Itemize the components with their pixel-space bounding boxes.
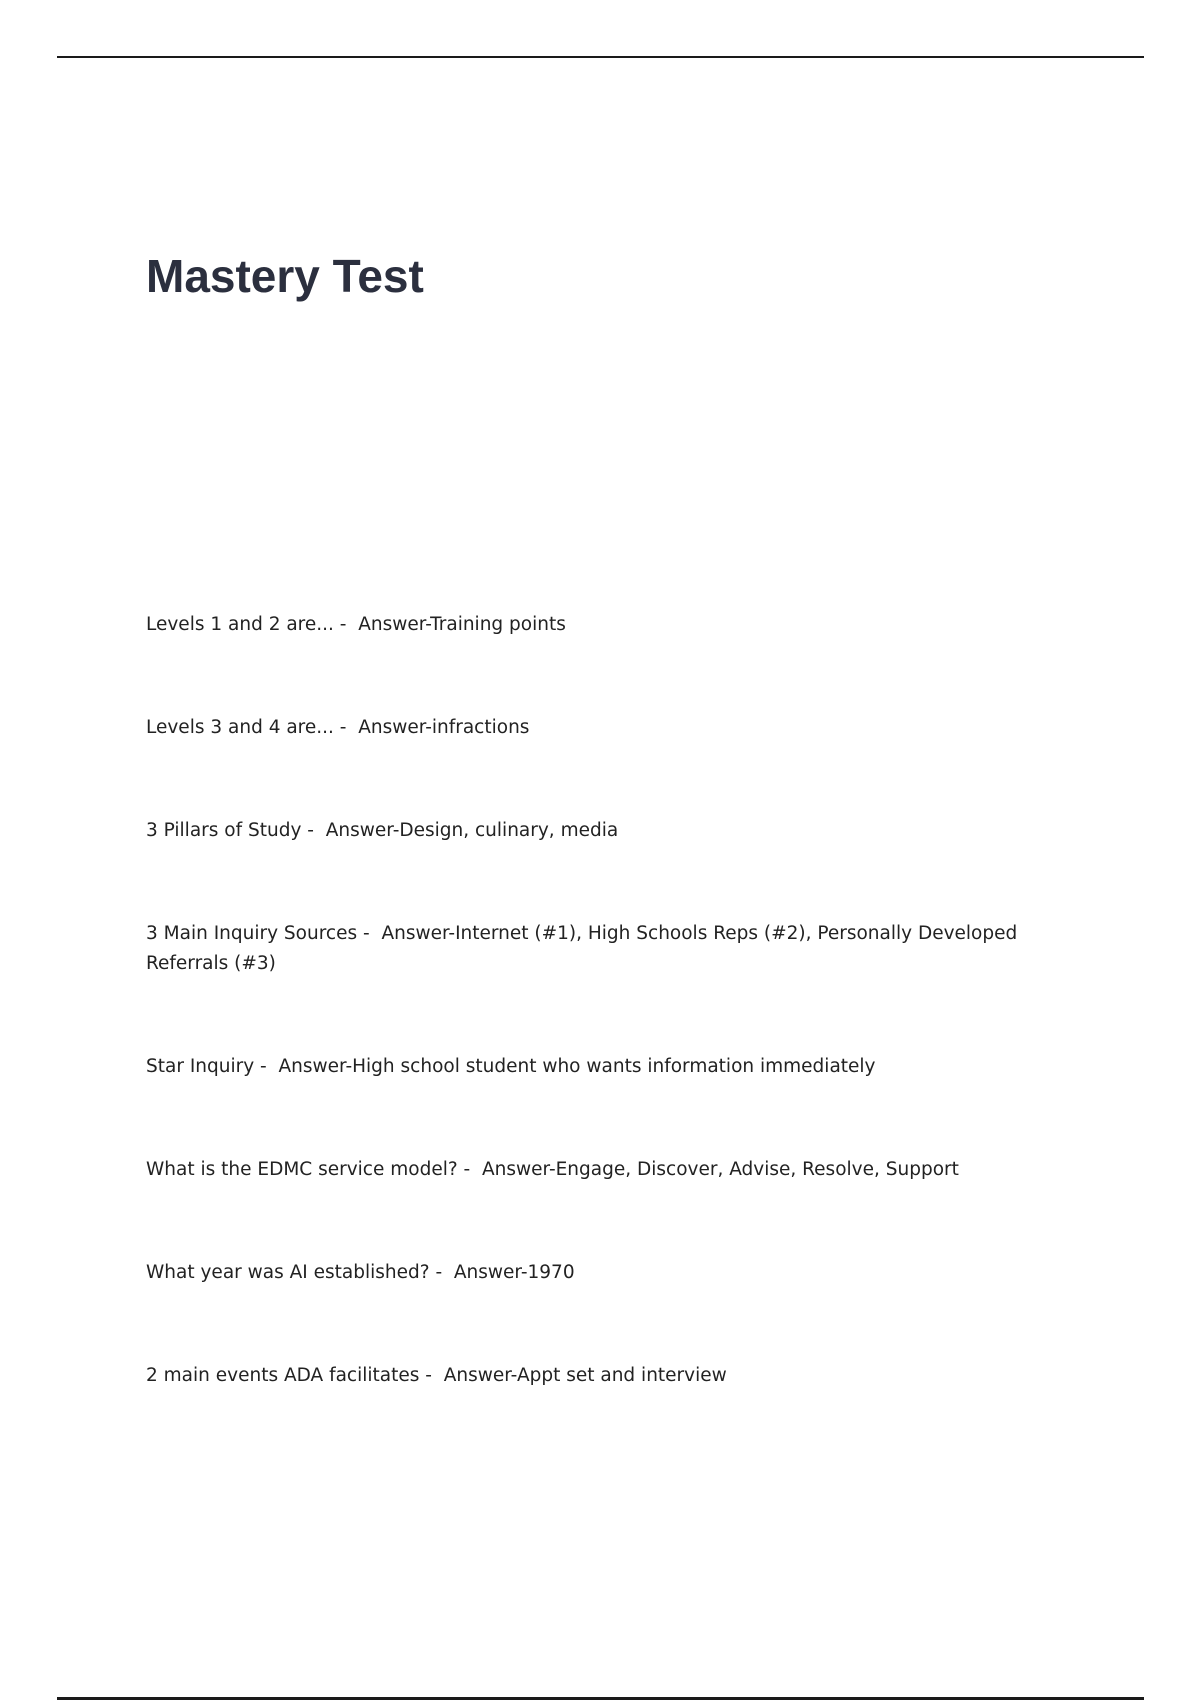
separator: - — [301, 820, 326, 841]
header-rule — [57, 56, 1144, 58]
separator: - — [357, 923, 382, 944]
question-text: Levels 1 and 2 are... — [146, 614, 334, 635]
question-text: 3 Pillars of Study — [146, 820, 302, 841]
answer-text: Answer-Engage, Discover, Advise, Resolve, Support — [481, 1159, 959, 1180]
answer-text: Answer-Internet (#1), High Schools Reps (#2), Personally Developed Referrals (#3) — [146, 923, 1018, 974]
separator: - — [419, 1365, 444, 1386]
separator: - — [254, 1056, 279, 1077]
qa-item — [146, 1155, 1076, 1185]
page-title: Mastery Test — [146, 250, 424, 302]
question-text: What is the EDMC service model? — [146, 1159, 458, 1180]
answer-text: Answer-Design, culinary, media — [325, 820, 619, 841]
question-text: 2 main events ADA facilitates — [146, 1365, 420, 1386]
answer-text: Answer-Appt set and interview — [443, 1365, 727, 1386]
qa-item — [146, 1361, 1076, 1391]
answer-text: Answer-1970 — [453, 1262, 575, 1283]
qa-item — [146, 1052, 1076, 1082]
question-text: Levels 3 and 4 are... — [146, 717, 334, 738]
question-text: 3 Main Inquiry Sources — [146, 923, 358, 944]
separator: - — [333, 614, 359, 635]
separator: - — [429, 1262, 454, 1283]
qa-item — [146, 713, 1076, 743]
qa-item — [146, 919, 1076, 979]
separator: - — [457, 1159, 482, 1180]
answer-text: Answer-Training points — [358, 614, 566, 635]
answer-text: Answer-High school student who wants information immediately — [278, 1056, 876, 1077]
qa-list — [146, 610, 1076, 1464]
question-text: What year was AI established? — [146, 1262, 430, 1283]
qa-item — [146, 610, 1076, 640]
answer-text: Answer-infractions — [358, 717, 530, 738]
separator: - — [333, 717, 359, 738]
qa-item — [146, 816, 1076, 846]
question-text: Star Inquiry — [146, 1056, 255, 1077]
qa-item — [146, 1258, 1076, 1288]
